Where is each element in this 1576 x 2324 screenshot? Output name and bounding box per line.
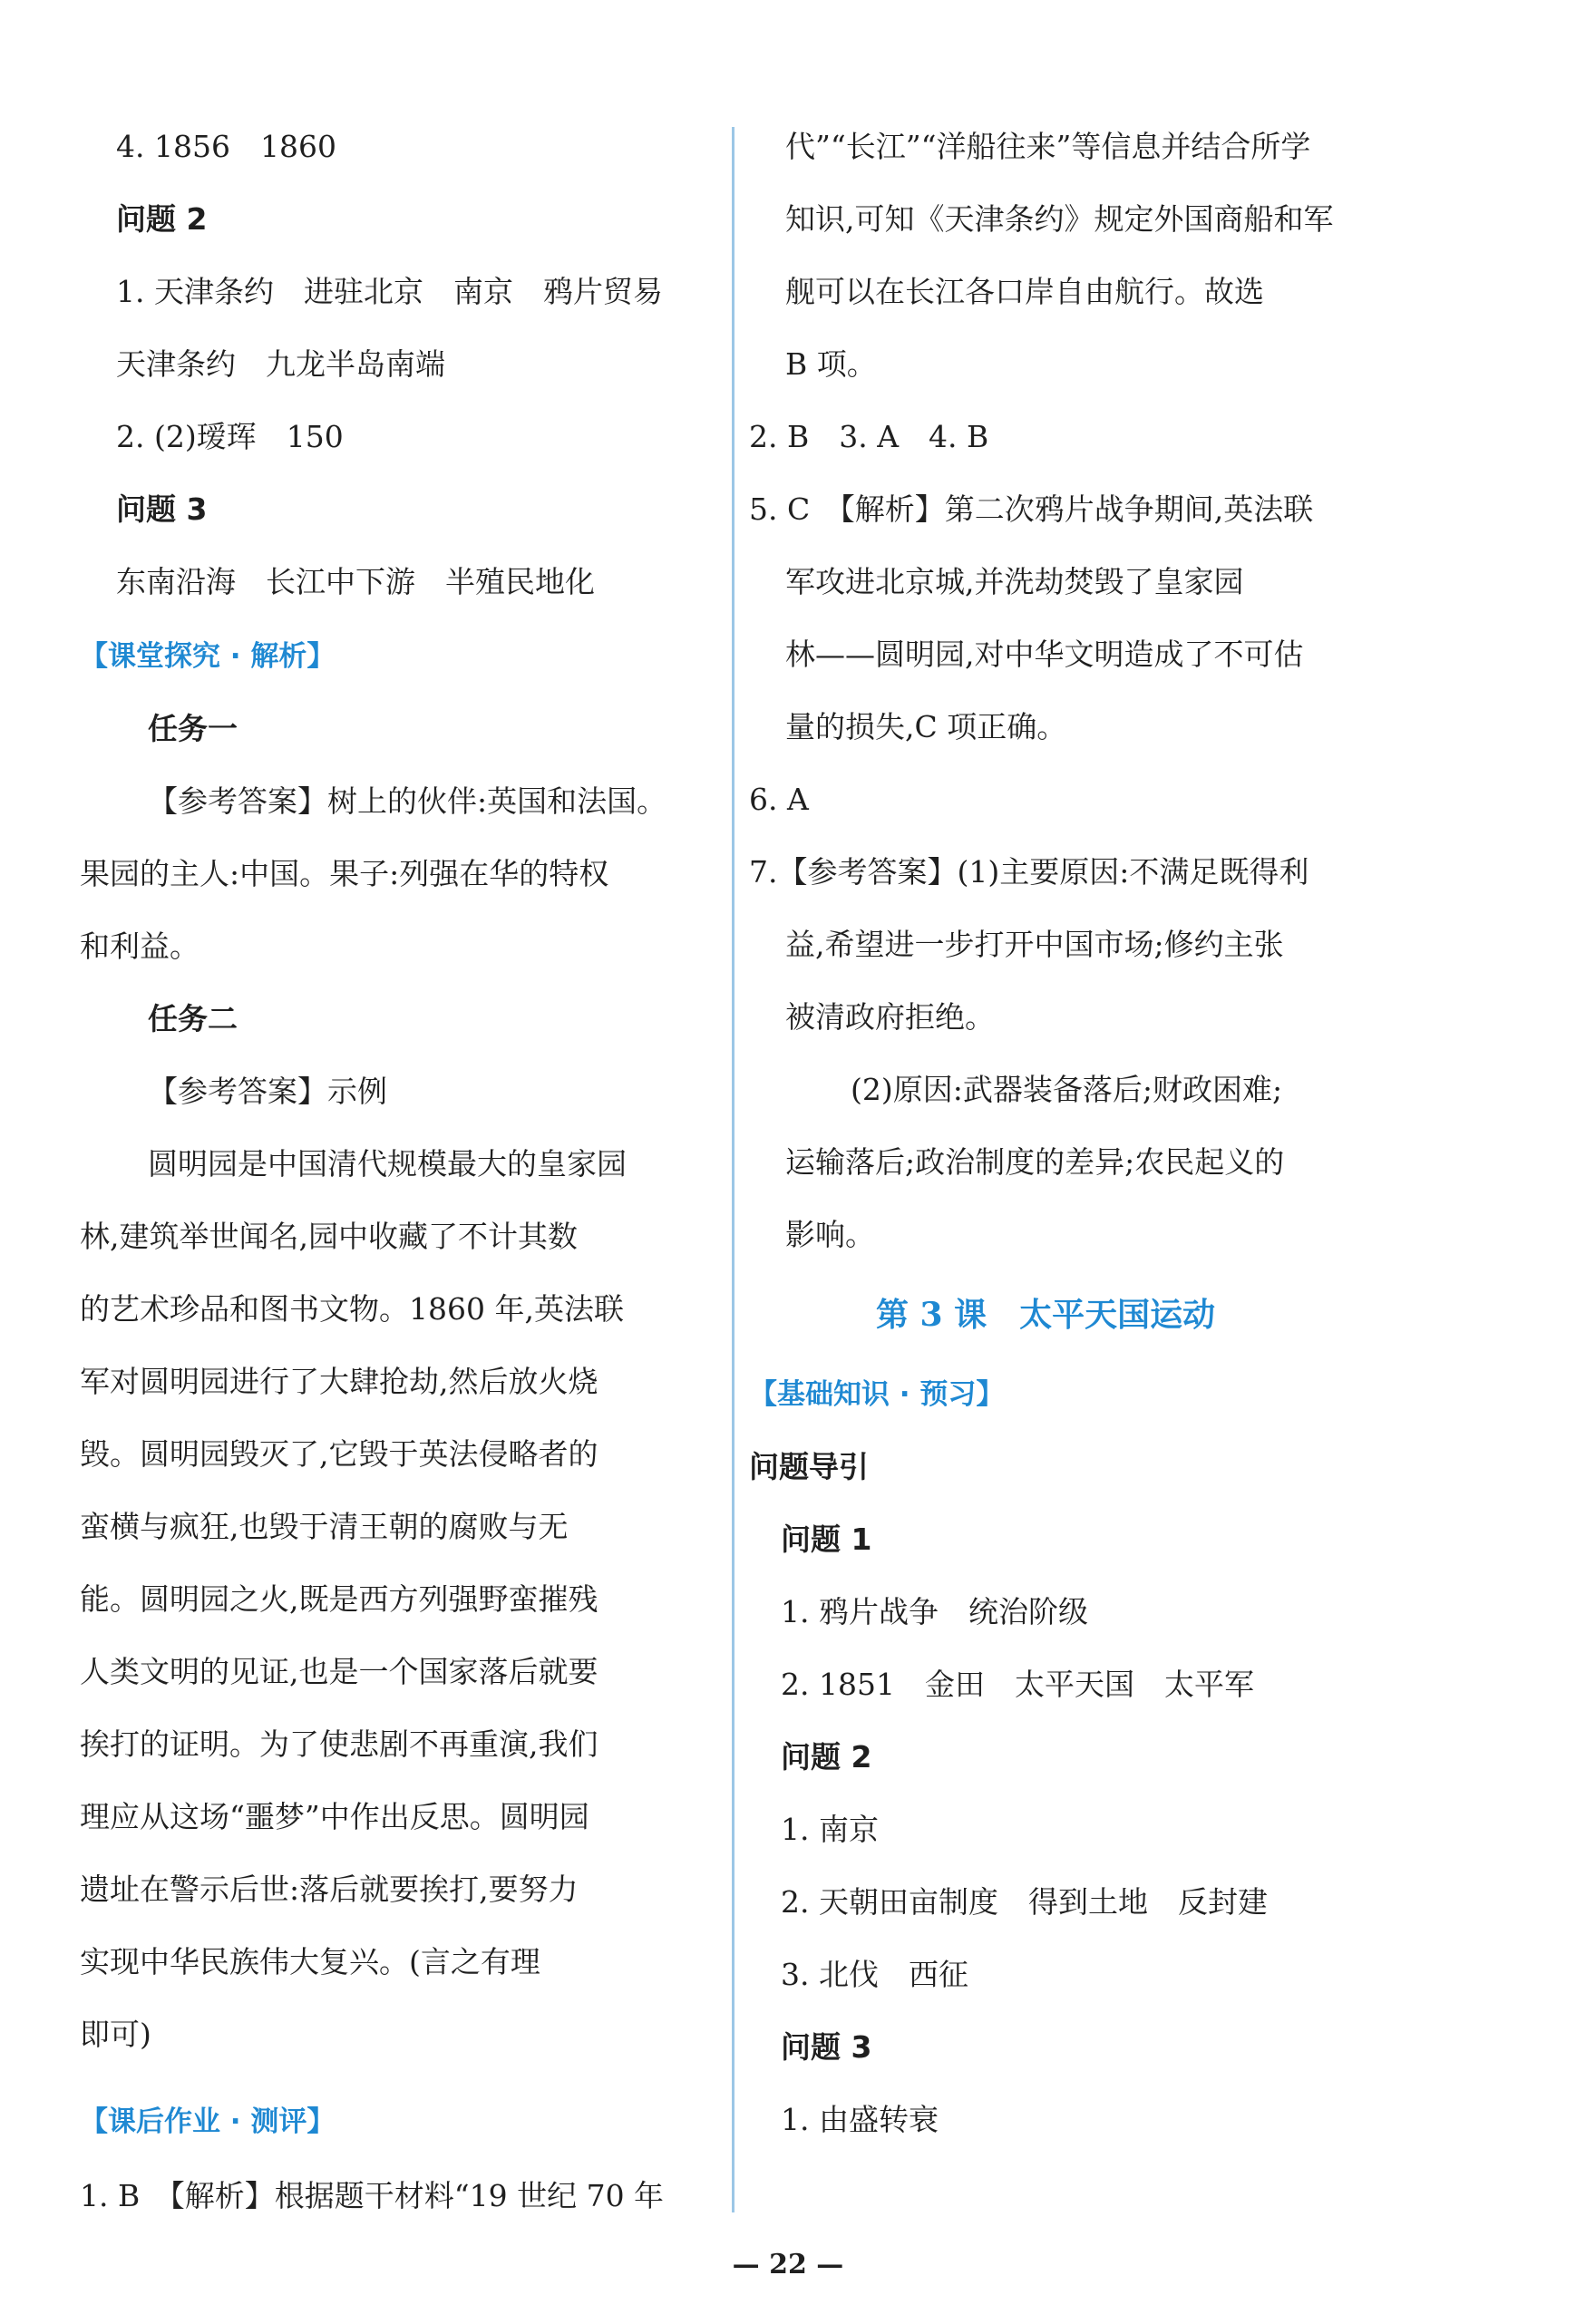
question-heading: 问题 1: [781, 1522, 872, 1557]
text-line: 7.【参考答案】(1)主要原因:不满足既得利: [749, 854, 1309, 890]
text-line: 军攻进北京城,并洗劫焚毁了皇家园: [785, 564, 1244, 599]
text-line: 军对圆明园进行了大肆抢劫,然后放火烧: [80, 1364, 598, 1399]
question-heading: 问题 2: [781, 1739, 872, 1775]
text-line: 2. (2)瑷珲 150: [116, 419, 344, 454]
text-line: 遗址在警示后世:落后就要挨打,要努力: [80, 1872, 579, 1907]
text-line: 天津条约 九龙半岛南端: [116, 346, 445, 382]
section-heading: 【课堂探究 · 解析】: [80, 640, 336, 673]
text-line: 被清政府拒绝。: [785, 999, 995, 1035]
text-line: 林——圆明园,对中华文明造成了不可估: [785, 637, 1304, 672]
text-line: 蛮横与疯狂,也毁于清王朝的腐败与无: [80, 1509, 569, 1544]
text-line: 挨打的证明。为了使悲剧不再重演,我们: [80, 1726, 598, 1762]
text-line: 和利益。: [80, 929, 199, 964]
section-heading: 【基础知识 · 预习】: [749, 1378, 1005, 1411]
text-line: 【参考答案】示例: [148, 1074, 387, 1109]
text-line: 4. 1856 1860: [116, 129, 336, 164]
text-line: 5. C 【解析】第二次鸦片战争期间,英法联: [749, 491, 1314, 527]
text-line: 圆明园是中国清代规模最大的皇家园: [148, 1146, 627, 1181]
text-line: 知识,可知《天津条约》规定外国商船和军: [785, 201, 1334, 237]
text-line: 2. 1851 金田 太平天国 太平军: [781, 1667, 1254, 1702]
text-line: (2)原因:武器装备落后;财政困难;: [851, 1072, 1283, 1107]
text-line: 1. 南京: [781, 1812, 879, 1847]
text-line: 1. 鸦片战争 统治阶级: [781, 1594, 1088, 1629]
text-line: 6. A: [749, 782, 809, 817]
question-heading: 问题 3: [781, 2029, 872, 2065]
text-line: 舰可以在长江各口岸自由航行。故选: [785, 274, 1264, 309]
lesson-title: 第 3 课 太平天国运动: [876, 1296, 1216, 1334]
text-line: 3. 北伐 西征: [781, 1957, 968, 1992]
text-line: 运输落后;政治制度的差异;农民起义的: [785, 1144, 1285, 1180]
question-heading: 问题 3: [116, 491, 208, 527]
text-line: 2. B 3. A 4. B: [749, 419, 989, 454]
text-line: 1. B 【解析】根据题干材料“19 世纪 70 年: [80, 2178, 665, 2213]
page-number: — 22 —: [732, 2249, 844, 2280]
text-line: 林,建筑举世闻名,园中收藏了不计其数: [80, 1219, 578, 1254]
text-line: 影响。: [785, 1217, 875, 1252]
text-line: 益,希望进一步打开中国市场;修约主张: [785, 927, 1284, 962]
text-line: 1. 由盛转衰: [781, 2102, 939, 2137]
text-line: 量的损失,C 项正确。: [785, 709, 1067, 744]
subsection-heading: 问题导引: [749, 1449, 869, 1484]
text-line: 2. 天朝田亩制度 得到土地 反封建: [781, 1884, 1268, 1920]
question-heading: 问题 2: [116, 201, 208, 237]
task-heading: 任务一: [148, 711, 238, 746]
text-line: 东南沿海 长江中下游 半殖民地化: [116, 564, 595, 599]
text-line: B 项。: [785, 346, 877, 382]
text-line: 毁。圆明园毁灭了,它毁于英法侵略者的: [80, 1436, 598, 1472]
text-line: 实现中华民族伟大复兴。(言之有理: [80, 1944, 540, 1979]
text-line: 人类文明的见证,也是一个国家落后就要: [80, 1654, 598, 1689]
text-line: 【参考答案】树上的伙伴:英国和法国。: [148, 783, 667, 819]
text-line: 代”“长江”“洋船往来”等信息并结合所学: [785, 129, 1311, 164]
column-divider: [732, 127, 734, 2212]
text-line: 1. 天津条约 进驻北京 南京 鸦片贸易: [116, 274, 663, 309]
task-heading: 任务二: [148, 1001, 238, 1036]
section-heading: 【课后作业 · 测评】: [80, 2105, 336, 2138]
text-line: 果园的主人:中国。果子:列强在华的特权: [80, 856, 609, 891]
text-line: 即可): [80, 2017, 151, 2052]
text-line: 的艺术珍品和图书文物。1860 年,英法联: [80, 1291, 624, 1327]
text-line: 理应从这场“噩梦”中作出反思。圆明园: [80, 1799, 589, 1834]
text-line: 能。圆明园之火,既是西方列强野蛮摧残: [80, 1581, 598, 1617]
